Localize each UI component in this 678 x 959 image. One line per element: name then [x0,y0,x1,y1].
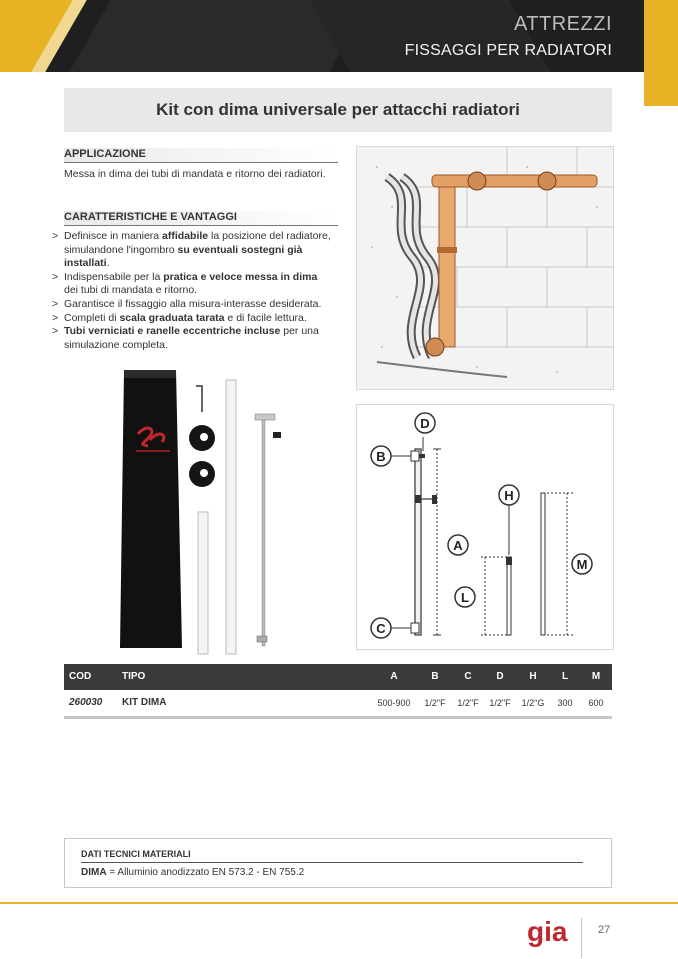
col-tipo: TIPO [122,671,146,682]
section-tab [644,0,678,106]
product-title [64,88,612,132]
col-h: H [529,671,537,682]
feature-line: > Definisce in maniera affidabile la posizione del radiatore, [52,230,331,242]
bullet-marker: > [52,230,59,242]
feature-line: simulazione completa. [64,338,168,351]
tech-data-label: DIMA [81,867,107,878]
category-title: ATTREZZI [513,13,612,35]
col-m: M [591,671,601,682]
col-c: C [464,671,472,682]
caratteristiche-heading: CARATTERISTICHE E VANTAGGI [64,211,338,226]
tech-data-box [64,838,612,888]
header-banner [0,0,678,72]
header-facet [309,0,551,72]
label-m: M [576,557,588,572]
installation-illustration [356,146,614,390]
col-b: B [431,671,439,682]
bullet-marker: > [52,325,59,338]
bullet-marker: > [52,311,59,324]
footer-separator [581,918,582,958]
applicazione-text: Messa in dima dei tubi di mandata e ritorno dei radiatori. [64,168,326,180]
product-title-text: Kit con dima universale per attacchi radiatori [156,100,520,119]
cell-cod: 260030 [69,697,103,708]
product-table [64,664,612,719]
col-d: D [496,671,504,682]
cell-c: 1/2"F [457,698,479,708]
cell-d: 1/2"F [489,698,511,708]
table-row [64,690,612,719]
tech-data-value [81,867,304,878]
label-d: D [420,416,430,431]
cell-h: 1/2"G [521,698,545,708]
col-a: A [390,671,398,682]
cell-a: 500-900 [377,698,411,708]
cell-l: 300 [557,698,573,708]
feature-line: installati. [64,257,110,270]
feature-line: > Tubi verniciati e ranelle eccentriche incluse per una [52,325,319,338]
feature-line: > Indispensabile per la pratica e veloce messa in dima [52,270,318,283]
bullet-marker: > [52,297,59,310]
feature-line: dei tubi di mandata e ritorno. [64,284,198,297]
bullet-marker: > [52,270,59,283]
cell-b: 1/2"F [424,698,446,708]
brand-logo [527,915,575,951]
cell-m: 600 [588,698,604,708]
label-h: H [504,488,514,503]
applicazione-heading: APPLICAZIONE [64,148,338,163]
label-b: B [376,449,386,464]
feature-line: simulandone l'ingombro su eventuali sostegni già [64,243,303,256]
features-list [52,230,342,352]
cell-tipo: KIT DIMA [122,697,167,708]
tech-data-heading: DATI TECNICI MATERIALI [81,849,583,863]
label-c: C [376,621,386,636]
tech-data-text: = Alluminio anodizzato EN 573.2 - EN 755.2 [106,867,305,878]
brand-name: gia [527,916,568,947]
subcategory-title: FISSAGGI PER RADIATORI [404,42,612,59]
product-photo [110,364,310,656]
feature-line: > Completi di scala graduata tarata e di facile lettura. [52,311,307,324]
label-a: A [453,538,463,553]
feature-line: > Garantisce il fissaggio alla misura-interasse desiderata. [52,297,322,310]
col-cod: COD [69,671,92,682]
label-l: L [461,590,469,605]
dimension-diagram [356,404,614,650]
page-number: 27 [598,924,611,936]
footer-divider [0,902,678,904]
table-header [64,664,612,690]
col-l: L [561,671,569,682]
